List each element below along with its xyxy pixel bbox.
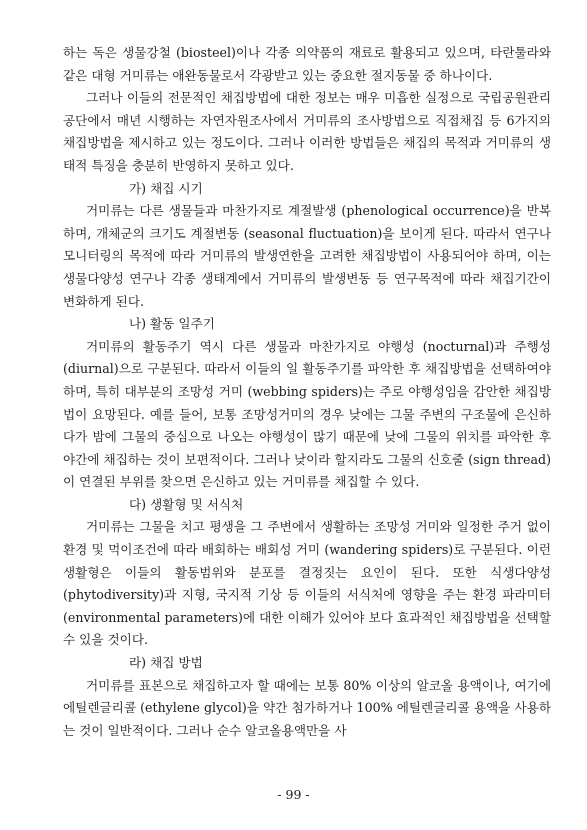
paragraph-life-form-habitat: 거미류는 그물을 치고 평생을 그 주변에서 생활하는 조망성 거미와 일정한 주거 없이 환경 및 먹이조건에 따라 배회하는 배회성 거미 (wandering spiders)로 구분된다. 이런 생활형은 이들의 활동범위와 분포를 결정짓는 요인이 된다. 또한 식생다양성 (phytodiversity)과 지형, 국지적 기상 등 이들의 서식처에 영향을 주는 환경 파라미터 (environmental parameters)에 대한 이해가 있어야 보다 효과적인 채집방법을 선택할 수 있을 것이다. <box>63 519 551 648</box>
paragraph-activity-cycle: 거미류의 활동주기 역시 다른 생물과 마찬가지로 야행성 (nocturnal)과 주행성 (diurnal)으로 구분된다. 따라서 이들의 일 활동주기를 파악한 후 채집방법을 선택하여야 하며, 특히 대부분의 조망성 거미 (webbing spiders)는 주로 야행성임을 감안한 채집방법이 요망된다. 예를 들어, 보통 조망성거미의 경우 낮에는 그물 주변의 구조물에 은신하다가 밤에 그물의 중심으로 나오는 야행성이 많기 때문에 낮에 그물의 위치를 파악한 후 야간에 채집하는 것이 보편적이다. 그러나 낮이라 할지라도 그물의 신호줄 (sign thread)이 연결된 부위를 찾으면 은신하고 있는 거미류를 채집할 수 있다. <box>63 338 551 490</box>
section-heading-life-form-habitat: 다) 생활형 및 서식처 <box>129 496 244 512</box>
section-heading-collection-method: 라) 채집 방법 <box>129 655 203 671</box>
page-number: - 99 - <box>277 787 310 802</box>
paragraph-collection-method: 거미류를 표본으로 채집하고자 할 때에는 보통 80% 이상의 알코올 용액이나, 여기에 에틸렌글리콜 (ethylene glycol)을 약간 첨가하거나 100% 에틸렌글리콜 용액을 사용하는 것이 일반적이다. 그러나 순수 알코올용액만을 사 <box>63 677 551 738</box>
section-heading-activity-cycle: 나) 활동 일주기 <box>129 316 215 332</box>
paragraph-collection-timing: 거미류는 다른 생물들과 마찬가지로 계절발생 (phenological occurrence)을 반복하며, 개체군의 크기도 계절변동 (seasonal fluctuation)을 보이게 된다. 따라서 연구나 모니터링의 목적에 따라 거미류의 발생연한을 고려한 채집방법이 사용되어야 하며, 이는 생물다양성 연구나 각종 생태계에서 거미류의 발생변동 등 연구목적에 따라 채집기간이 변화하게 된다. <box>63 203 551 309</box>
body-text <box>63 42 551 742</box>
paragraph-continued: 하는 독은 생물강철 (biosteel)이나 각종 의약품의 재료로 활용되고 있으며, 타란툴라와 같은 대형 거미류는 애완동물로서 각광받고 있는 중요한 절지동물 중 하나이다. <box>63 45 551 83</box>
paragraph-collection-info: 그러나 이들의 전문적인 채집방법에 대한 정보는 매우 미흡한 실정으로 국립공원관리공단에서 매년 시행하는 자연자원조사에서 거미류의 조사방법으로 직접채집 등 6가지의 채집방법을 제시하고 있는 정도이다. 그러나 이러한 방법들은 채집의 목적과 거미류의 생태적 특징을 충분히 반영하지 못하고 있다. <box>63 90 551 173</box>
section-heading-collection-timing: 가) 채집 시기 <box>129 180 203 196</box>
